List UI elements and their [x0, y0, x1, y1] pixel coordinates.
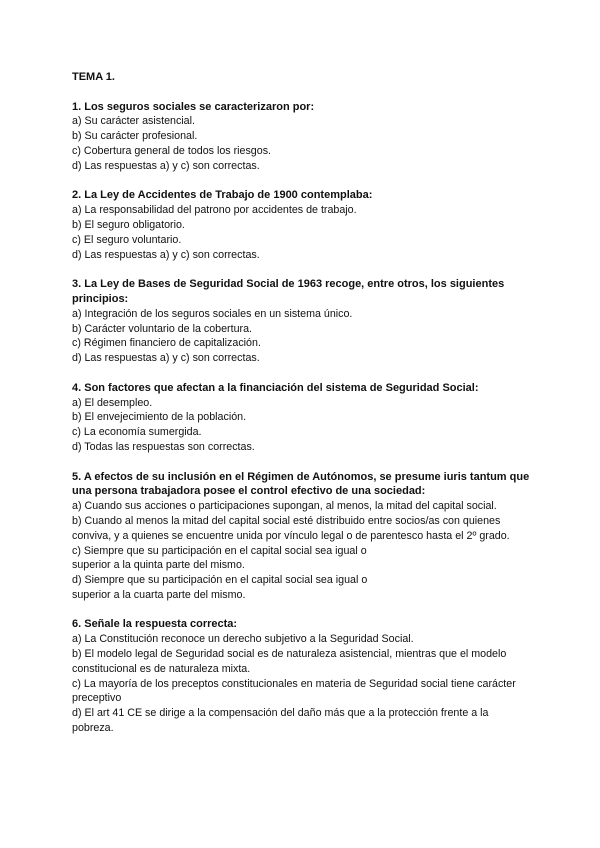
question-title: 1. Los seguros sociales se caracterizaron por:: [72, 100, 315, 113]
answer-option: c) Siempre que su participación en el capital social sea igual o: [72, 544, 367, 557]
answer-option: superior a la cuarta parte del mismo.: [72, 588, 246, 601]
question-5: [72, 470, 530, 603]
answer-option: d) Todas las respuestas son correctas.: [72, 440, 255, 453]
document-title: TEMA 1.: [72, 71, 115, 83]
answer-option: a) Integración de los seguros sociales en un sistema único.: [72, 307, 353, 320]
question-6: [72, 617, 530, 735]
question-title: 5. A efectos de su inclusión en el Régimen de Autónomos, se presume iuris tantum que una persona trabajadora posee el control efectivo de una sociedad:: [72, 470, 530, 498]
answer-option: c) Régimen financiero de capitalización.: [72, 337, 261, 350]
answer-option: c) La mayoría de los preceptos constitucionales en materia de Seguridad social tiene carácter preceptivo: [72, 677, 516, 705]
question-3: [72, 277, 530, 366]
question-4: [72, 381, 530, 455]
answer-option: b) El envejecimiento de la población.: [72, 411, 247, 424]
answer-option: a) La responsabilidad del patrono por accidentes de trabajo.: [72, 204, 357, 217]
question-title: 4. Son factores que afectan a la financiación del sistema de Seguridad Social:: [72, 381, 479, 394]
answer-option: d) Las respuestas a) y c) son correctas.: [72, 248, 260, 261]
answer-option: a) Su carácter asistencial.: [72, 115, 195, 128]
answer-option: superior a la quinta parte del mismo.: [72, 559, 245, 572]
question-title: 3. La Ley de Bases de Seguridad Social de 1963 recoge, entre otros, los siguientes principios:: [72, 278, 505, 305]
answer-option: b) Su carácter profesional.: [72, 130, 198, 143]
answer-option: b) El modelo legal de Seguridad social es de naturaleza asistencial, mientras que el modelo constitucional es de naturaleza mixta.: [72, 648, 507, 675]
answer-option: c) El seguro voluntario.: [72, 233, 182, 246]
answer-option: b) El seguro obligatorio.: [72, 218, 185, 231]
answer-option: d) Las respuestas a) y c) son correctas.: [72, 352, 260, 365]
answer-option: b) Cuando al menos la mitad del capital social esté distribuido entre socios/as con quienes conviva, y a quienes se encuentre unida por vínculo legal o de parentesco hasta el 2º grado.: [72, 514, 510, 542]
question-1: [72, 100, 530, 174]
answer-option: a) La Constitución reconoce un derecho subjetivo a la Seguridad Social.: [72, 633, 414, 646]
question-title: 6. Señale la respuesta correcta:: [72, 618, 238, 631]
answer-option: d) Las respuestas a) y c) son correctas.: [72, 159, 260, 172]
answer-option: a) Cuando sus acciones o participaciones supongan, al menos, la mitad del capital social.: [72, 500, 497, 513]
answer-option: c) Cobertura general de todos los riesgos.: [72, 144, 272, 157]
answer-option: a) El desempleo.: [72, 396, 153, 409]
question-title: 2. La Ley de Accidentes de Trabajo de 1900 contemplaba:: [72, 189, 373, 202]
answer-option: d) El art 41 CE se dirige a la compensación del daño más que a la protección frente a la pobreza.: [72, 707, 489, 735]
answer-option: c) La economía sumergida.: [72, 426, 202, 439]
question-2: [72, 188, 530, 262]
answer-option: d) Siempre que su participación en el capital social sea igual o: [72, 574, 368, 587]
answer-option: b) Carácter voluntario de la cobertura.: [72, 322, 252, 335]
